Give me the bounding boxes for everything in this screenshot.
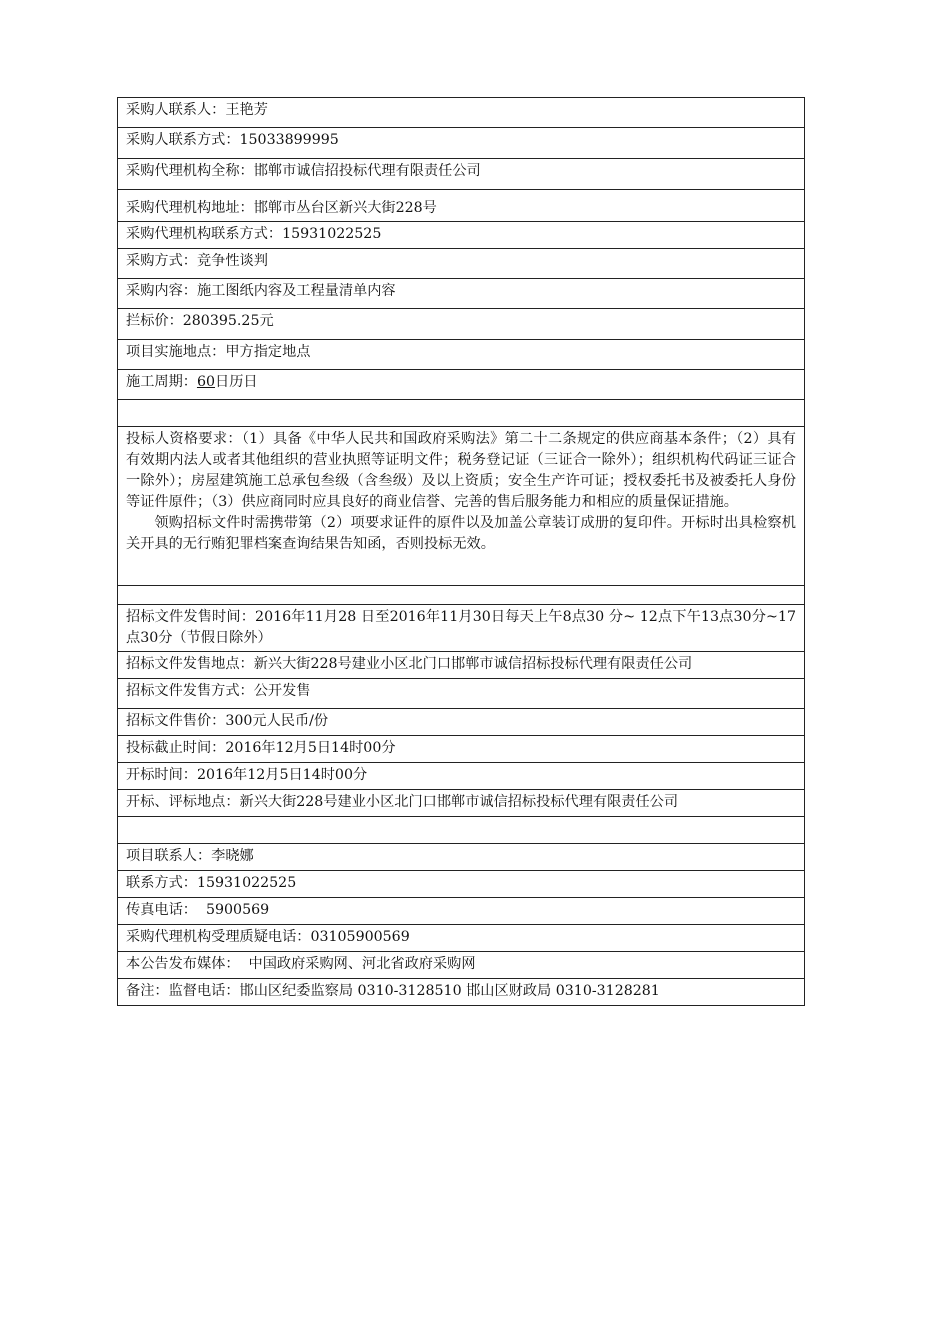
row-contact-phone <box>118 128 805 159</box>
row-open-place <box>118 790 805 817</box>
cell-agency-address: 采购代理机构地址：邯郸市丛台区新兴大街228号 <box>118 190 805 222</box>
cell-complaint-phone: 采购代理机构受理质疑电话：03105900569 <box>118 925 805 952</box>
row-fax <box>118 898 805 925</box>
cell-price: 拦标价：280395.25元 <box>118 309 805 340</box>
row-agency-address <box>118 190 805 222</box>
cell-empty-3 <box>118 817 805 844</box>
cell-empty-1 <box>118 400 805 427</box>
cell-project-contact: 项目联系人：李晓娜 <box>118 844 805 871</box>
row-location <box>118 340 805 370</box>
period-prefix: 施工周期： <box>126 374 197 390</box>
row-agency-name <box>118 159 805 190</box>
row-project-contact <box>118 844 805 871</box>
cell-sale-place: 招标文件发售地点：新兴大街228号建业小区北门口邯郸市诚信招标投标代理有限责任公司 <box>118 652 805 679</box>
cell-sale-time: 招标文件发售时间：2016年11月28 日至2016年11月30日每天上午8点30 分~ 12点下午13点30分~17点30分（节假日除外） <box>118 605 805 652</box>
cell-empty-2 <box>118 586 805 605</box>
period-value: 60 <box>196 374 216 390</box>
row-sale-price <box>118 709 805 736</box>
period-suffix: 日历日 <box>215 374 258 390</box>
row-method <box>118 249 805 279</box>
qualification-text: 投标人资格要求：（1）具备《中华人民共和国政府采购法》第二十二条规定的供应商基本条件；（2）具有有效期内法人或者其他组织的营业执照等证明文件；税务登记证（三证合一除外）；组织机构代码证三证合一除外）；房屋建筑施工总承包叁级（含叁级）及以上资质；安全生产许可证；授权委托书及被委托人身份等证件原件；（3）供应商同时应具良好的商业信誉、完善的售后服务能力和相应的质量保证措施。 <box>126 431 796 510</box>
row-remark <box>118 979 805 1006</box>
row-price <box>118 309 805 340</box>
row-contact-person <box>118 98 805 128</box>
cell-contact-person: 采购人联系人：王艳芳 <box>118 98 805 128</box>
qualification-note: 领购招标文件时需携带第（2）项要求证件的原件以及加盖公章装订成册的复印件。开标时出具检察机关开具的无行贿犯罪档案查询结果告知函，否则投标无效。 <box>126 515 796 552</box>
row-agency-phone <box>118 222 805 249</box>
row-media <box>118 952 805 979</box>
cell-remark: 备注：监督电话：邯山区纪委监察局 0310-3128510 邯山区财政局 0310-3128281 <box>118 979 805 1006</box>
cell-contact-phone: 采购人联系方式：15033899995 <box>118 128 805 159</box>
row-sale-place <box>118 652 805 679</box>
row-qualification <box>118 427 805 586</box>
cell-method: 采购方式：竞争性谈判 <box>118 249 805 279</box>
cell-sale-price: 招标文件售价：300元人民币/份 <box>118 709 805 736</box>
cell-deadline: 投标截止时间：2016年12月5日14时00分 <box>118 736 805 763</box>
row-complaint-phone <box>118 925 805 952</box>
cell-fax: 传真电话： 5900569 <box>118 898 805 925</box>
row-empty-2 <box>118 586 805 605</box>
row-empty-3 <box>118 817 805 844</box>
announcement-table <box>117 97 805 1006</box>
cell-agency-name: 采购代理机构全称：邯郸市诚信招投标代理有限责任公司 <box>118 159 805 190</box>
cell-period <box>118 370 805 400</box>
row-open-time <box>118 763 805 790</box>
cell-open-time: 开标时间：2016年12月5日14时00分 <box>118 763 805 790</box>
cell-sale-method: 招标文件发售方式：公开发售 <box>118 679 805 709</box>
row-empty-1 <box>118 400 805 427</box>
cell-project-phone: 联系方式：15931022525 <box>118 871 805 898</box>
row-sale-time <box>118 605 805 652</box>
cell-location: 项目实施地点：甲方指定地点 <box>118 340 805 370</box>
cell-open-place: 开标、评标地点：新兴大街228号建业小区北门口邯郸市诚信招标投标代理有限责任公司 <box>118 790 805 817</box>
cell-content: 采购内容：施工图纸内容及工程量清单内容 <box>118 279 805 309</box>
row-period <box>118 370 805 400</box>
cell-agency-phone: 采购代理机构联系方式：15931022525 <box>118 222 805 249</box>
row-sale-method <box>118 679 805 709</box>
row-content <box>118 279 805 309</box>
row-project-phone <box>118 871 805 898</box>
cell-qualification <box>118 427 805 586</box>
cell-media: 本公告发布媒体： 中国政府采购网、河北省政府采购网 <box>118 952 805 979</box>
row-deadline <box>118 736 805 763</box>
